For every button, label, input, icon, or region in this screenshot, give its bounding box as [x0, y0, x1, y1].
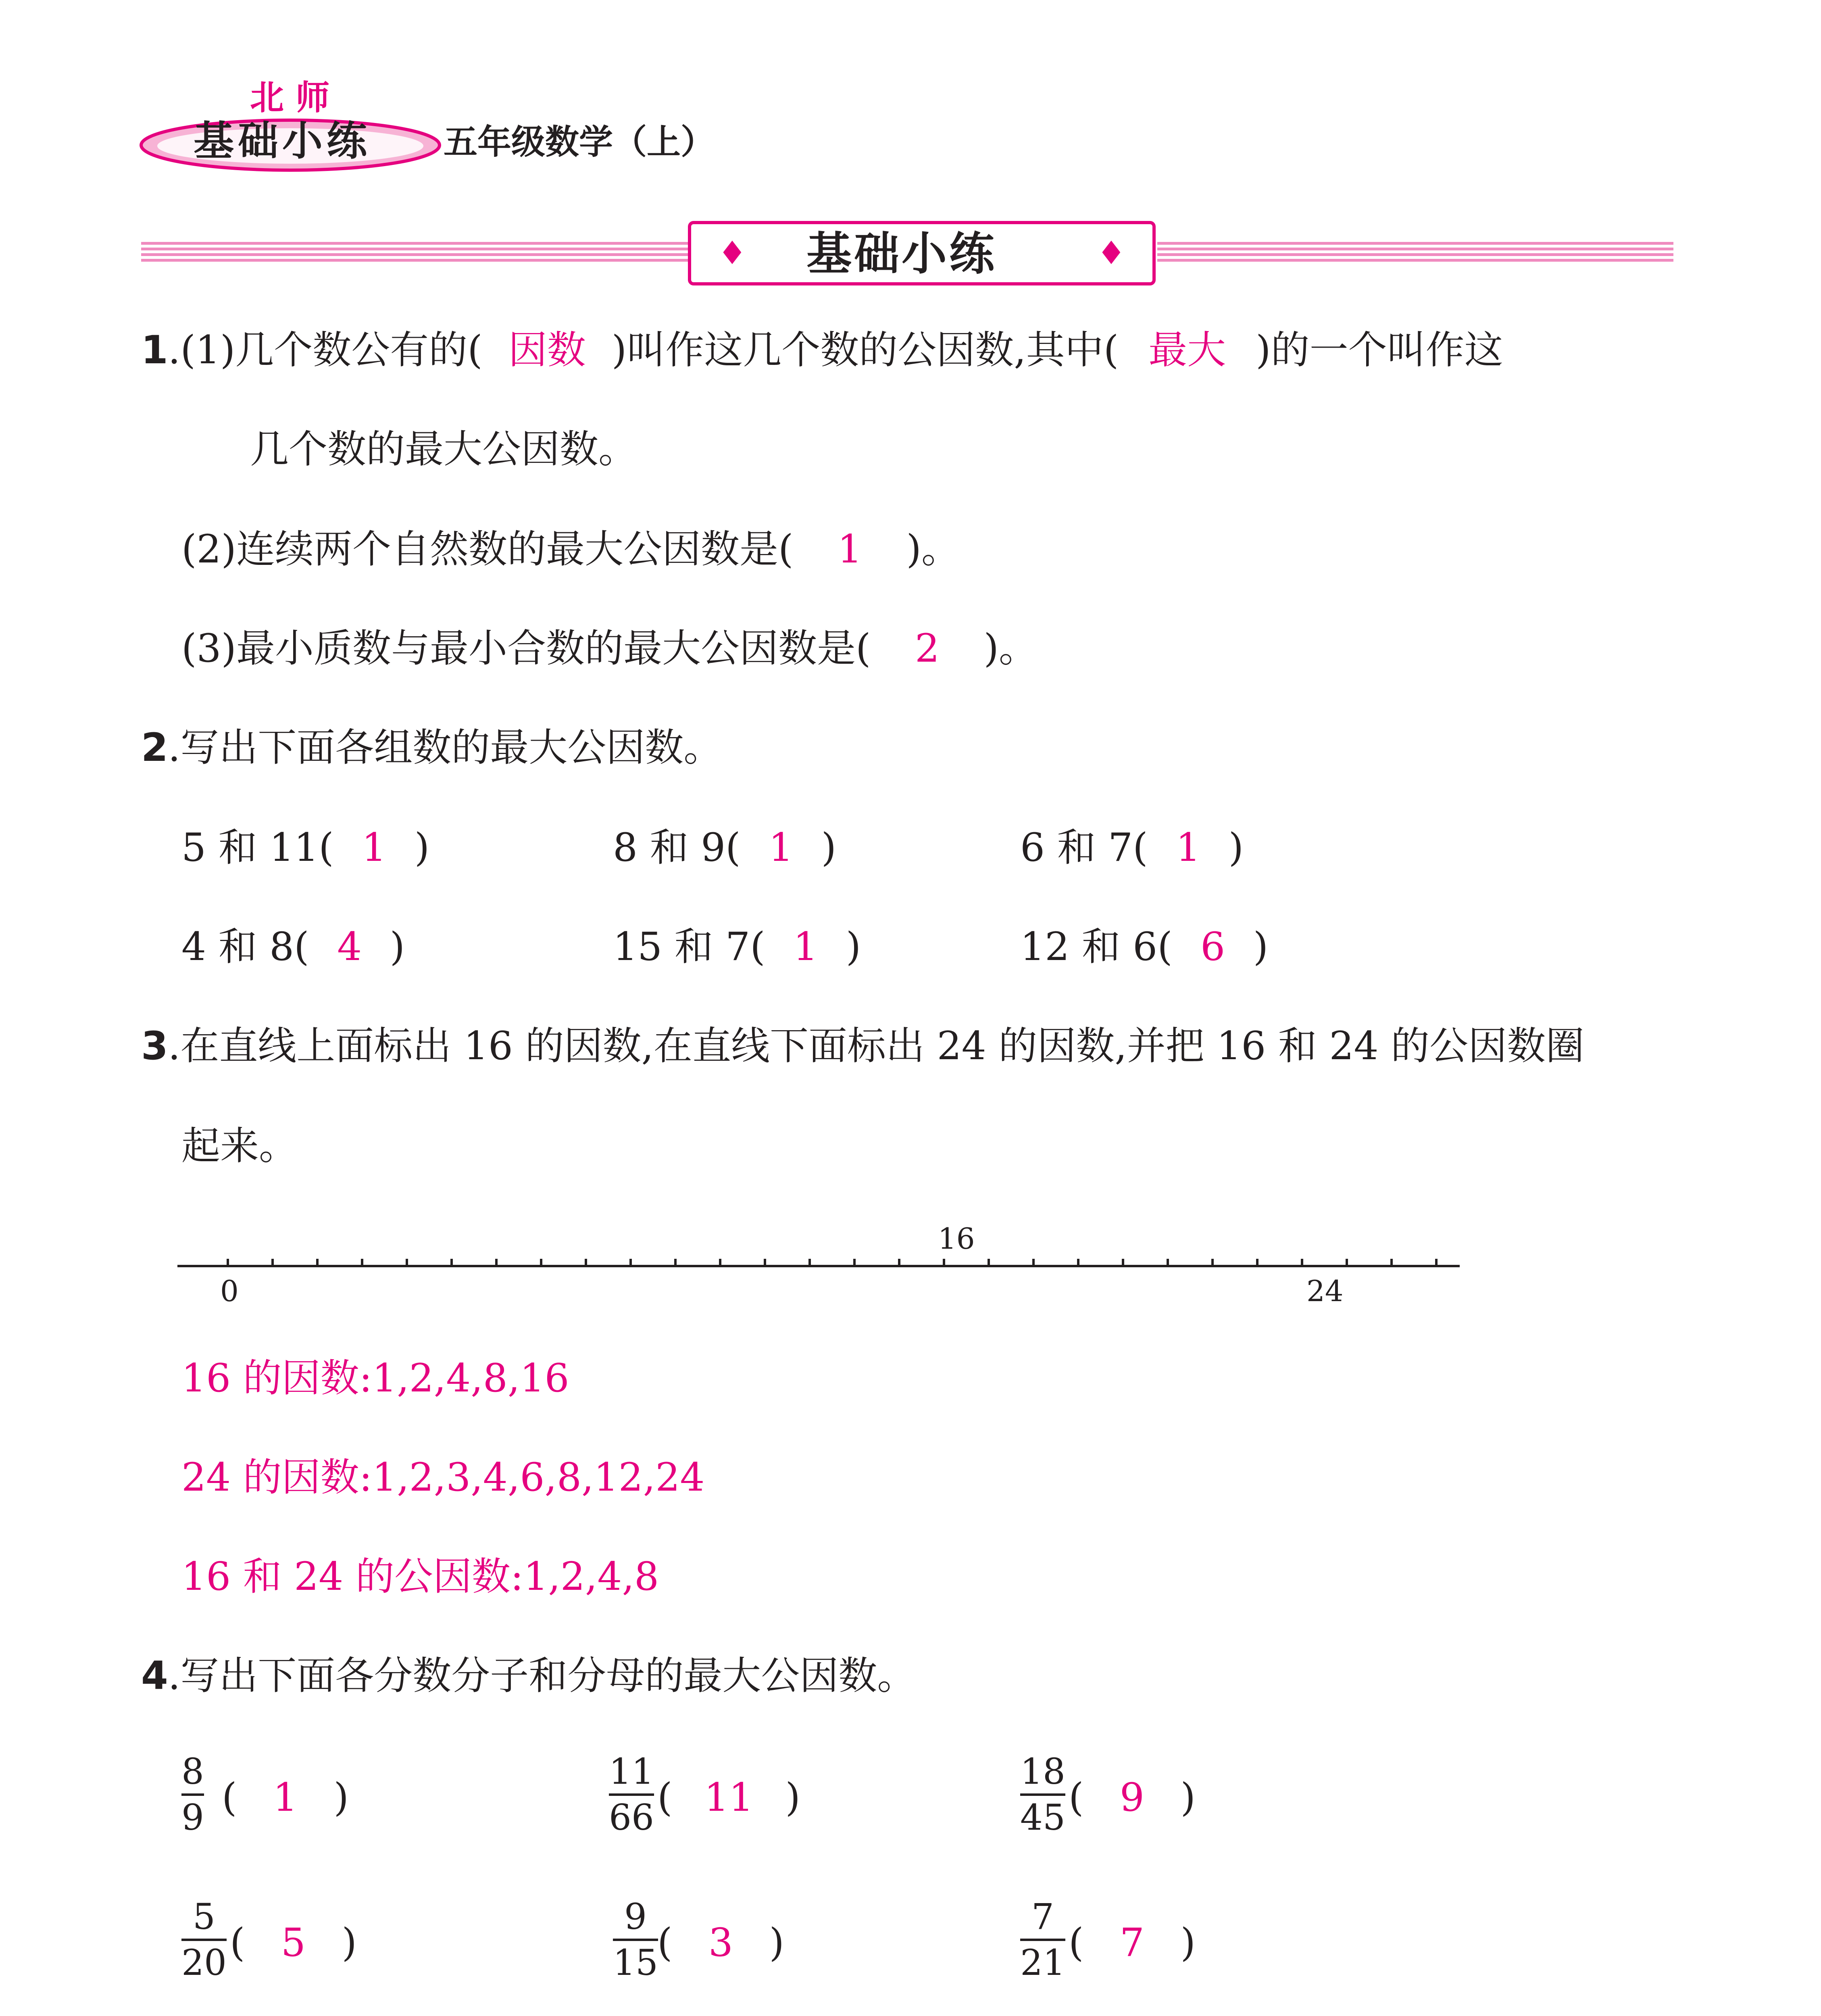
- q1-p2-answer: 1: [837, 527, 862, 572]
- q2-item-6: 12 和 6( 6 ): [1020, 924, 1269, 969]
- q4-fraction-4: 5 20: [181, 1896, 227, 1983]
- q4-fraction-6: 7 21: [1020, 1896, 1065, 1983]
- q1-p3-close: )。: [983, 626, 1038, 671]
- brand-main: 基础小练: [194, 117, 371, 165]
- q2-answer-3: 1: [1176, 825, 1201, 870]
- q4-prompt: 4.写出下面各分数分子和分母的最大公因数。: [141, 1653, 916, 1698]
- section-bar-left: [141, 242, 690, 264]
- diamond-icon-right: ♦: [1097, 234, 1126, 272]
- q4-answer-2: 11: [704, 1775, 754, 1820]
- q2-answer-6: 6: [1200, 924, 1225, 969]
- q4-text: 写出下面各分数分子和分母的最大公因数。: [180, 1653, 916, 1698]
- q3-text1: 在直线上面标出 16 的因数,在直线下面标出 24 的因数,并把 16 和 24 的公因数圈: [180, 1023, 1585, 1068]
- q4-fraction-1: 8 9: [181, 1751, 204, 1838]
- q2-answer-1: 1: [362, 825, 387, 870]
- q1-text-a: (1)几个数公有的(: [180, 327, 483, 373]
- q3-prompt-line2: 起来。: [181, 1123, 298, 1168]
- q4-fraction-3: 18 45: [1020, 1751, 1065, 1838]
- q1-answer-1: 因数: [508, 327, 586, 373]
- q1-p3-text: (3)最小质数与最小合数的最大公因数是(: [181, 626, 871, 671]
- q4-answer-group-5: ( 3 ): [657, 1920, 784, 1965]
- q2-answer-5: 1: [793, 924, 818, 969]
- q2-item-5: 15 和 7( 1 ): [613, 924, 861, 969]
- q1-line2: 几个数的最大公因数。: [250, 427, 637, 472]
- q2-item-2: 8 和 9( 1 ): [613, 825, 837, 870]
- q4-answer-group-3: ( 9 ): [1069, 1775, 1196, 1820]
- q3-number: 3: [141, 1023, 168, 1068]
- q4-answer-group-4: ( 5 ): [230, 1920, 357, 1965]
- q3-answer-1: 16 的因数:1,2,4,8,16: [181, 1356, 569, 1401]
- q4-answer-group-2: ( 11 ): [657, 1775, 800, 1820]
- q3-prompt-line1: 3.在直线上面标出 16 的因数,在直线下面标出 24 的因数,并把 16 和 24 的公因数圈: [141, 1023, 1585, 1068]
- q4-answer-1: 1: [273, 1775, 298, 1820]
- q4-answer-3: 9: [1119, 1775, 1144, 1820]
- q4-answer-6: 7: [1119, 1920, 1144, 1965]
- q1-p3-answer: 2: [915, 626, 940, 671]
- q1-part3: [181, 626, 1038, 671]
- q1-line1: 1.(1)几个数公有的( 因数 )叫作这几个数的公因数,其中( 最大 )的一个叫作这: [141, 327, 1503, 373]
- q1-p2-close: )。: [906, 527, 960, 572]
- q4-answer-group-6: ( 7 ): [1069, 1920, 1196, 1965]
- number-line-label-0: 0: [220, 1274, 239, 1308]
- number-line: [177, 1242, 1484, 1282]
- q4-fraction-2: 11 66: [609, 1751, 654, 1838]
- q3-answer-3: 16 和 24 的公因数:1,2,4,8: [181, 1554, 659, 1599]
- q2-number: 2: [141, 725, 168, 770]
- number-line-label-16: 16: [938, 1222, 975, 1256]
- q2-item-1: 5 和 11( 1 ): [181, 825, 430, 870]
- header-subtitle: 五年级数学（上）: [444, 122, 715, 162]
- q2-answer-2: 1: [769, 825, 794, 870]
- section-bar-right: [1157, 242, 1673, 264]
- q4-fraction-5: 9 15: [613, 1896, 658, 1983]
- q2-item-3: 6 和 7( 1 ): [1020, 825, 1244, 870]
- q4-answer-group-1: ( 1 ): [222, 1775, 349, 1820]
- q2-item-4: 4 和 8( 4 ): [181, 924, 405, 969]
- q3-answer-2: 24 的因数:1,2,3,4,6,8,12,24: [181, 1455, 705, 1500]
- q4-answer-4: 5: [281, 1920, 306, 1965]
- q1-part2: [181, 527, 960, 572]
- q1-text-c: )的一个叫作这: [1256, 327, 1503, 373]
- q4-number: 4: [141, 1653, 168, 1698]
- q2-prompt: 2.写出下面各组数的最大公因数。: [141, 725, 723, 770]
- q1-text-b: )叫作这几个数的公因数,其中(: [611, 327, 1119, 373]
- number-line-label-24: 24: [1306, 1274, 1344, 1308]
- brand-top: 北 师: [250, 78, 330, 117]
- diamond-icon-left: ♦: [718, 234, 747, 272]
- q4-answer-5: 3: [708, 1920, 733, 1965]
- q1-number: 1: [141, 327, 168, 373]
- section-title: 基础小练: [806, 228, 997, 280]
- q2-text: 写出下面各组数的最大公因数。: [180, 725, 723, 770]
- q1-answer-2: 最大: [1148, 327, 1226, 373]
- q1-p2-text: (2)连续两个自然数的最大公因数是(: [181, 527, 794, 572]
- q2-answer-4: 4: [337, 924, 362, 969]
